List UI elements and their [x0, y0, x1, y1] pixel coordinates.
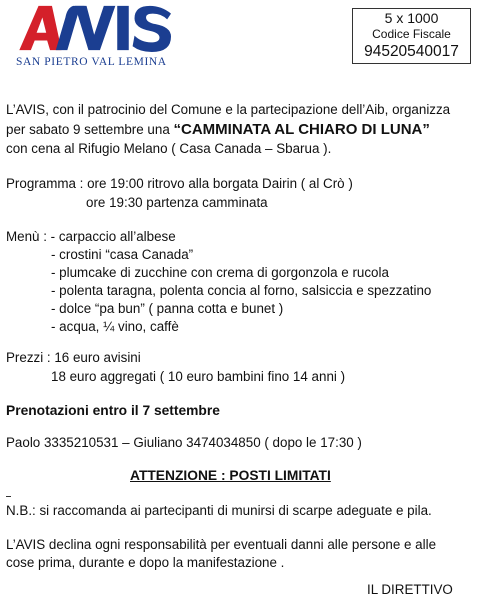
booking-title: Prenotazioni entro il 7 settembre	[6, 403, 220, 418]
avis-logo-icon	[14, 4, 184, 52]
menu-item: - crostini “casa Canada”	[51, 247, 194, 262]
disclaimer-line-2: cose prima, durante e dopo la manifestazione .	[6, 555, 285, 570]
menu-item: - dolce “pa bun” ( panna cotta e bunet )	[51, 301, 284, 316]
tax-code-number: 94520540017	[364, 43, 459, 60]
avis-logo	[6, 4, 181, 74]
event-title: “CAMMINATA AL CHIARO DI LUNA”	[173, 121, 430, 138]
prices-line-2: 18 euro aggregati ( 10 euro bambini fino 14 anni )	[51, 369, 346, 384]
tax-box-label: Codice Fiscale	[372, 27, 451, 41]
program-line-1: Programma : ore 19:00 ritrovo alla borgata Dairin ( al Crò )	[6, 176, 353, 191]
prices-line-1: Prezzi : 16 euro avisini	[6, 350, 141, 365]
intro-line-1: L’AVIS, con il patrocinio del Comune e la partecipazione dell’Aib, organizza	[6, 102, 451, 117]
tax-code-box	[352, 8, 471, 64]
menu-item: - plumcake di zucchine con crema di gorgonzola e rucola	[51, 265, 389, 280]
menu-item: - acqua, ¼ vino, caffè	[51, 319, 179, 334]
note-line: N.B.: si raccomanda ai partecipanti di munirsi di scarpe adeguate e pila.	[6, 503, 432, 518]
attention-notice: ATTENZIONE : POSTI LIMITATI	[130, 468, 331, 483]
intro-line-3: con cena al Rifugio Melano ( Casa Canada – Sbarua ).	[6, 141, 332, 156]
logo-subtitle: SAN PIETRO VAL LEMINA	[16, 56, 167, 68]
intro-line-2-text: per sabato 9 settembre una	[6, 122, 174, 137]
booking-contacts: Paolo 3335210531 – Giuliano 3474034850 ( dopo le 17:30 )	[6, 435, 362, 450]
divider-mark	[6, 496, 11, 497]
program-line-2: ore 19:30 partenza camminata	[86, 195, 268, 210]
intro-line-2	[6, 121, 430, 138]
signature: IL DIRETTIVO	[367, 582, 453, 597]
menu-item: - polenta taragna, polenta concia al forno, salsiccia e spezzatino	[51, 283, 432, 298]
menu-label: Menù : - carpaccio all’albese	[6, 229, 176, 244]
disclaimer-line-1: L’AVIS declina ogni responsabilità per eventuali danni alle persone e alle	[6, 537, 437, 552]
tax-box-title: 5 x 1000	[384, 10, 439, 26]
